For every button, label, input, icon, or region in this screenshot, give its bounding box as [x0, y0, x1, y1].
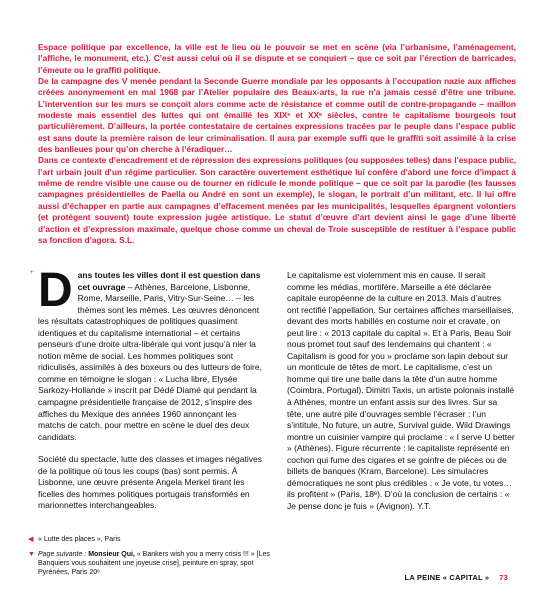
arrow-left-icon: ◀ — [28, 536, 34, 543]
section-title: LA PEINE « CAPITAL » — [404, 573, 490, 582]
image-captions — [28, 535, 278, 583]
caption-current-image — [28, 535, 278, 544]
intro-paragraph-2: De la campagne des V menée pendant la Seconde Guerre mondiale par les opposants à l’occupation nazie aux affiches créées anonymement en mai 1968 par l’Atelier populaire des Beaux-arts, la rue n’a jamais cessé d’être une tribune. L’intervention sur les murs se conçoit alors comme acte de résistance et comme outil de contre-propagande – maillon modeste mais essentiel des luttes qui ont émaillé les XIXᵉ et XXᵉ siècles, contre le capitalisme bourgeois tout particulièrement. D’ailleurs, la portée contestataire de certaines expressions tracées par le peuple dans l’espace public est sans doute la première raison de leur criminalisation. Il aura par exemple suffi que le graffiti soit assimilé à la crise des banlieues pour qu’on cherche à l’éradiquer… — [38, 76, 516, 155]
right-column — [287, 270, 515, 523]
caption-next-page — [28, 550, 278, 577]
intro-paragraph-1: Espace politique par excellence, la ville est le lieu où le pouvoir se met en scène (via l’urbanisme, l’aménagement, l’affiche, le monument, etc.). C’est aussi celui où il se dispute et se conquiert – que ce soit par l’érection de barricades, l’émeute ou le graffiti politique. — [38, 42, 516, 75]
caption-2-artist: Monsieur Qui, — [88, 551, 135, 558]
right-paragraph-1: Le capitalisme est violemment mis en cause. Il serait comme les médias, mortifère. Marseille a été déclarée capitale européenne de la culture en 2013. Mais d’autres ont rectifié l’appellation. Sur certaines affiches marseillaises, devant des morts habillés en costume noir et cravate, on peut lire : « 2013 capitale du capital ». Et à Paris, Beau Soir nous promet tout sauf des lendemains qui chantent : « Capitalism is good for you » proclame son lapin debout sur un monticule de têtes de mort. Le capitalisme, c’est un homme qui tire une balle dans la tête d’un autre homme (Coimbra, Portugal). Dimitri Taxis, un artiste polonais installé à Athènes, montre un enfant assis sur des livres. Sur sa tête, une autre pile d’ouvrages semble l’écraser : l’un s’intitule, No future, un autre, Survival guide. Wild Drawings montre un cuisinier vampire qui proclame : « I serve U better » (Athènes). Figure récurrente : le capitaliste représenté en cochon qui fume des cigares et se goinfre de pièces ou de billets de banques (Kram, Barcelone). Les simulacres démocratiques ne sont plus crédibles : « Je vote, tu votes… ils profitent » (Paris, 18ᵉ). D’où la conclusion de certains : « Je pense donc je fuis » (Avignon). Y.T. — [287, 270, 515, 511]
lead-in-text: ans toutes les villes dont il est question dans cet ouvrage — [77, 270, 261, 292]
column-marker: + — [30, 270, 34, 276]
page-number: 73 — [499, 573, 508, 582]
caption-2-text: « Bankers wish you a merry crisis !!! » [Les Banquiers vous souhaitent une joyeuse crise], peinture en spray, spot Pyrénées, Paris 20ᵉ — [38, 551, 270, 576]
left-column — [38, 264, 266, 523]
intro-paragraph-3: Dans ce contexte d’encadrement et de répression des expressions politiques (ou supposées telles) dans l’espace public, l’art urbain jouit d’un régime particulier. Son caractère ouvertement esthétique lui confère d’abord une force d’impact à même de rendre visible une cause ou de tourner en ridicule le monde politique – que ce soit par la parodie (les fausses campagnes présidentielles de Paella ou André en sont un exemple), le slogan, le portrait d’un militant, etc. Il lui offre aussi d’échapper en partie aux campagnes d’effacement menées par les municipalités, lesquelles épargnent volontiers (et protègent souvent) toute expression jugée artistique. Le statut d’œuvre d’art devient ainsi le gage d’une liberté d’action et d’expression maximale, quelque chose comme un cheval de Troie susceptible de restituer à l’espace public sa fonction d’agora. S.L. — [38, 155, 516, 245]
arrow-down-icon: ▼ — [28, 551, 35, 558]
left-paragraph-1-text: – Athènes, Barcelone, Lisbonne, Rome, Marseille, Paris, Vitry-Sur-Seine… – les thèmes sont les mêmes. Les œuvres dénoncent les résultats catastrophiques de politiques quasiment identiques et du capitalisme international – et certains penseurs d’une droite ultra-libérale qui vont jusqu’à nier la notion même de social. Les hommes politiques sont ridiculisés, assimilés à des boxeurs ou des lutteurs de foire, comme en témoigne le slogan : « Lucha libre, Elysée Sarkozy-Hollande » inscrit par Dédé Diamé qui pendant la campagne présidentielle française de 2012, s’inspire des affiches du Mexique des années 1960 annonçant les matchs de catch, pour mettre en scène le duel des deux candidats. — [38, 281, 262, 442]
left-paragraph-2: Société du spectacle, lutte des classes et images négatives de la politique où tous les coups (bas) sont permis. À Lisbonne, une œuvre présente Angela Merkel tirant les ficelles des hommes politiques portugais transformés en marionnettes interchangeables. — [38, 454, 262, 511]
caption-1-text: « Lutte des places », Paris — [38, 536, 121, 543]
intro-block — [38, 42, 516, 246]
page-footer — [405, 573, 508, 582]
drop-cap: D — [38, 264, 73, 317]
left-paragraph-1 — [38, 264, 266, 443]
caption-2-label: Page suivante : — [38, 551, 89, 558]
